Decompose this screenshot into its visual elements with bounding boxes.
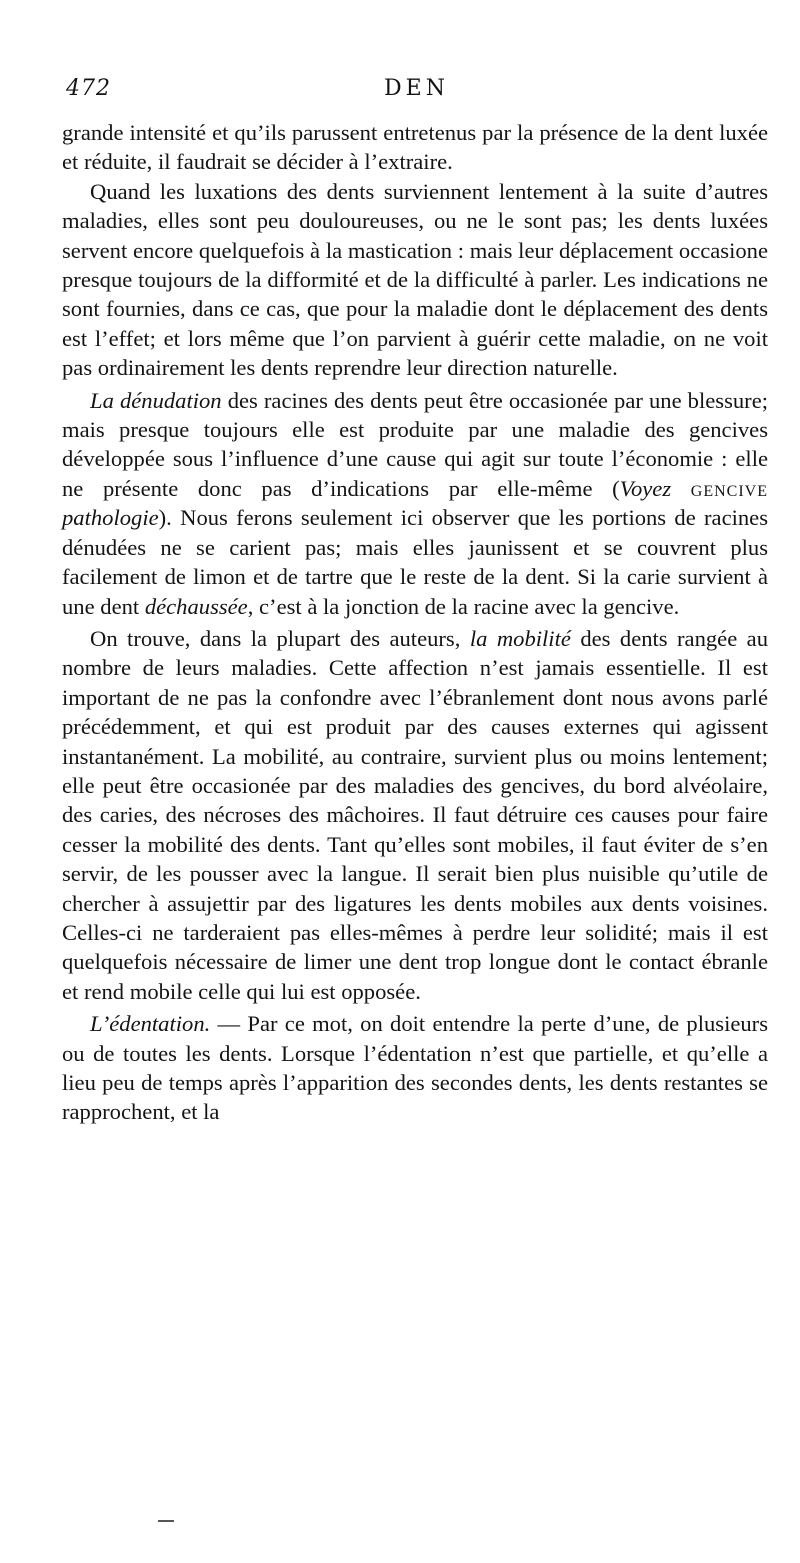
paragraph-text: des racines des dents peut être occasionée par une blessure; mais presque toujours elle est produite par une maladie des gencives développée sous l’influence d’une cause qui agit sur toute l’économie : elle ne présente donc pas d’indications par elle-même ( [62, 387, 768, 501]
print-mark [158, 1520, 174, 1522]
cross-ref-pathologie: pathologie [62, 505, 159, 531]
running-head: DEN [384, 76, 449, 101]
page-number: 472 [66, 76, 111, 101]
term-edentation: L’édentation. [90, 1011, 211, 1037]
paragraph-mobilite [62, 624, 768, 1006]
paragraph-edentation [62, 1009, 768, 1127]
term-dechaussee: déchaussée [144, 593, 248, 619]
paragraph-text: ). Nous ferons seulement ici observer que les portions de racines dénudées ne se carient pas; mais elles jaunissent et se couvrent plus facilement de limon et de tartre que le reste de la dent. Si la carie survient à une dent [62, 505, 768, 619]
paragraph-denudation [62, 386, 768, 621]
paragraph-text: On trouve, dans la plupart des auteurs, [90, 625, 470, 651]
term-denudation: La dénudation [90, 387, 222, 413]
page-header [66, 76, 766, 112]
paragraph-text: , c’est à la jonction de la racine avec la gencive. [247, 593, 680, 619]
paragraph-continuation [62, 118, 768, 177]
paragraph-luxations [62, 177, 768, 383]
paragraph-text: grande intensité et qu’ils parussent entretenus par la présence de la dent luxée et réduite, il faudrait se décider à l’extraire. [62, 120, 768, 175]
cross-ref-gencive: gencive [690, 475, 768, 501]
body-text [62, 118, 768, 1127]
paragraph-text: des dents rangée au nombre de leurs maladies. Cette affection n’est jamais essentielle. Il est important de ne pas la confondre avec l’ébranlement dont nous avons parlé précédemment, et qui est produit par des causes externes qui agissent instantanément. La mobilité, au contraire, survient plus ou moins lentement; elle peut être occasionée par des maladies des gencives, du bord alvéolaire, des caries, des nécroses des mâchoires. Il faut détruire ces causes pour faire cesser la mobilité des dents. Tant qu’elles sont mobiles, il faut éviter de s’en servir, de les pousser avec la langue. Il serait bien plus nuisible qu’utile de chercher à assujettir par des ligatures les dents mobiles aux dents voisines. Celles-ci ne tarderaient pas elles-mêmes à perdre leur solidité; mais il est quelquefois nécessaire de limer une dent trop longue dont le contact ébranle et rend mobile celle qui lui est opposée. [62, 625, 768, 1004]
term-mobilite: la mobilité [469, 625, 571, 651]
cross-ref-see: Voyez [619, 475, 672, 501]
paragraph-text: — Par ce mot, on doit entendre la perte d’une, de plusieurs ou de toutes les dents. Lorsque l’édentation n’est que partielle, et qu’elle a lieu peu de temps après l’apparition des secondes dents, les dents restantes se rapprochent, et la [62, 1011, 768, 1125]
paragraph-text: Quand les luxations des dents surviennent lentement à la suite d’autres maladies, elles sont peu douloureuses, ou ne le sont pas; les dents luxées servent encore quelquefois à la mastication : mais leur déplacement occasione presque toujours de la difformité et de la difficulté à parler. Les indications ne sont fournies, dans ce cas, que pour la maladie dont le déplacement des dents est l’effet; et lors même que l’on parvient à guérir cette maladie, on ne voit pas ordinairement les dents reprendre leur direction naturelle. [62, 178, 768, 381]
